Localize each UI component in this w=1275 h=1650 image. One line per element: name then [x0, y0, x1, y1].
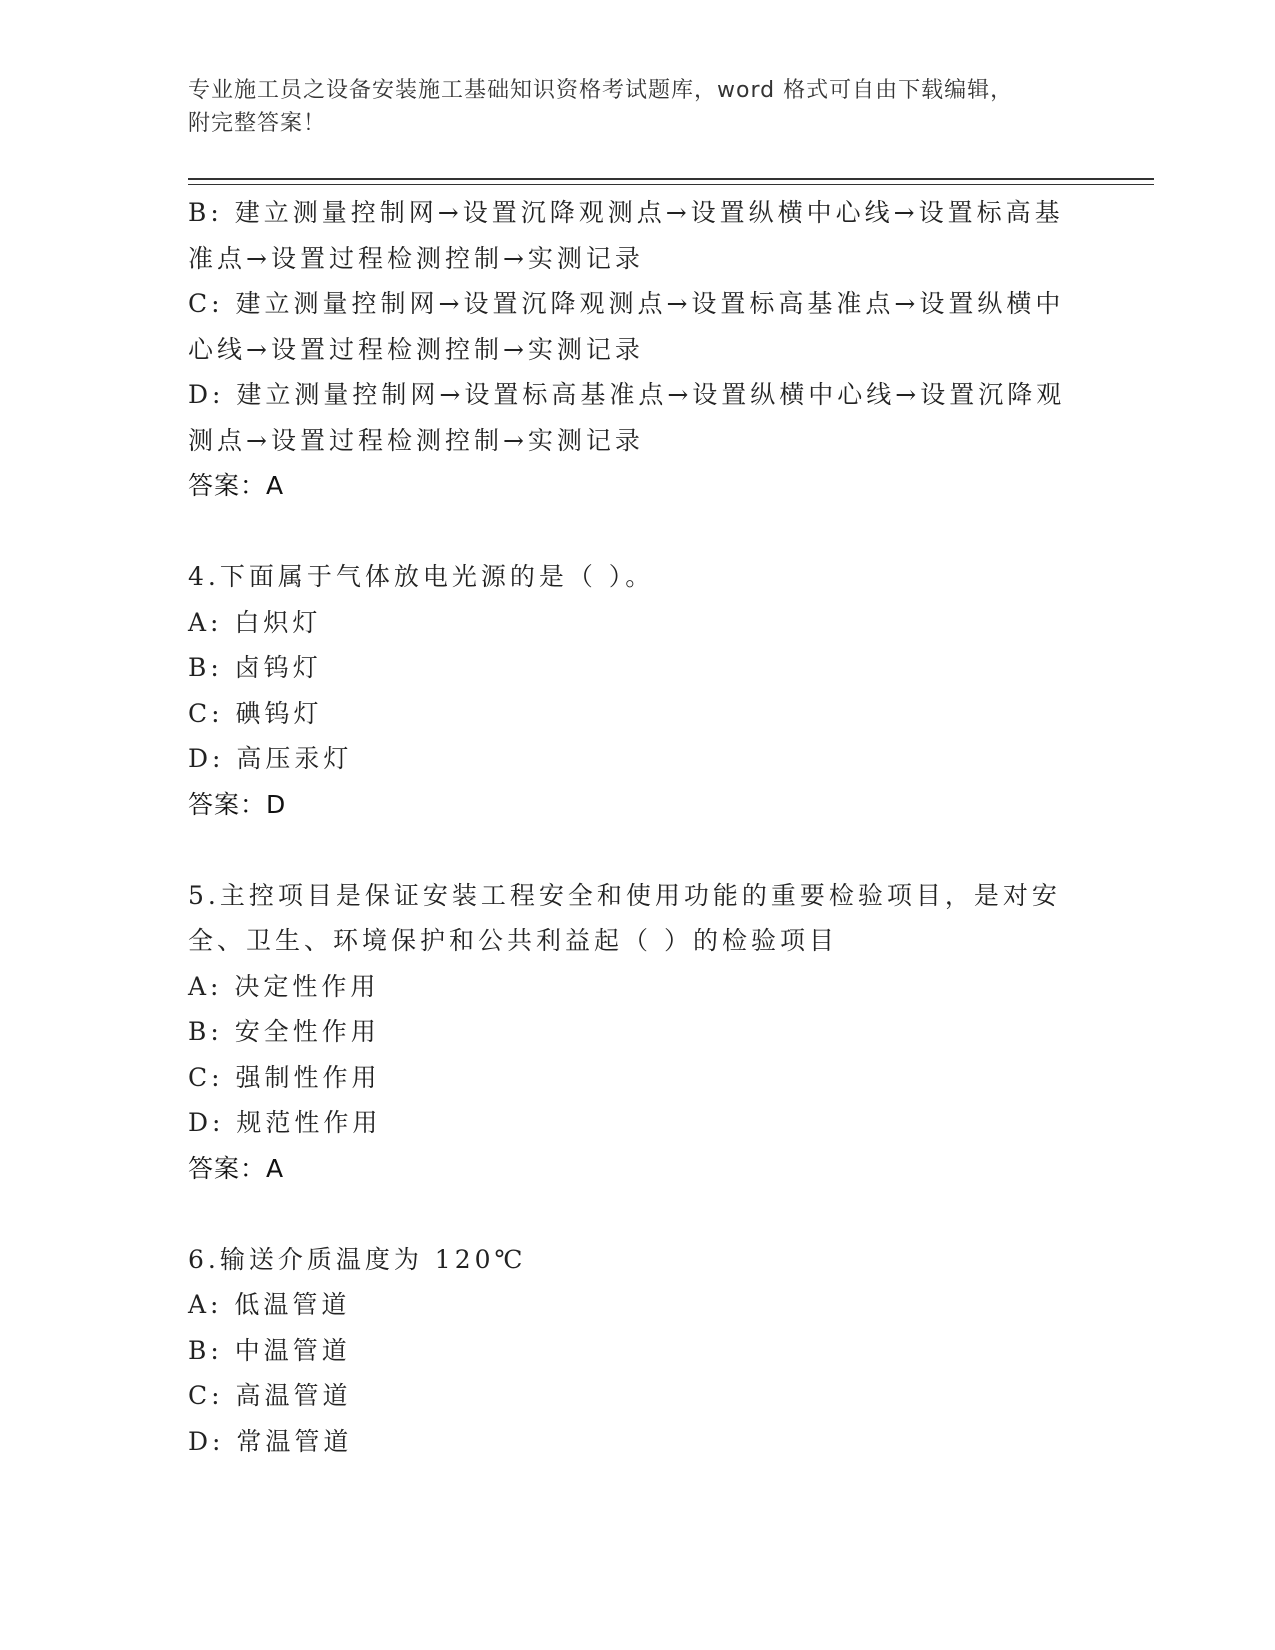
q3-option-b-line-1: B: 建立测量控制网→设置沉降观测点→设置纵横中心线→设置标高基 — [188, 198, 1064, 227]
q4-option-b: B: 卤钨灯 — [188, 653, 322, 682]
q6-option-d: D: 常温管道 — [188, 1426, 353, 1456]
q6-question: 6.输送介质温度为 120℃ — [188, 1244, 527, 1274]
document-header — [188, 74, 1068, 140]
q6-option-c: C: 高温管道 — [188, 1381, 352, 1410]
question-6 — [188, 1237, 1088, 1465]
q3-option-c-line-1: C: 建立测量控制网→设置沉降观测点→设置标高基准点→设置纵横中 — [188, 289, 1065, 318]
q5-option-c: C: 强制性作用 — [188, 1062, 381, 1092]
q3-option-b-line-2: 准点→设置过程检测控制→实测记录 — [188, 243, 644, 273]
q5-answer: 答案：A — [188, 1153, 285, 1183]
header-divider-thin — [188, 184, 1154, 185]
spacer — [188, 509, 1088, 555]
question-3 — [188, 190, 1088, 509]
q5-option-a: A: 决定性作用 — [188, 971, 380, 1001]
question-list — [188, 190, 1088, 1464]
q3-option-d-line-1: D: 建立测量控制网→设置标高基准点→设置纵横中心线→设置沉降观 — [188, 380, 1066, 409]
q3-option-d-line-2: 测点→设置过程检测控制→实测记录 — [188, 425, 644, 455]
question-5 — [188, 873, 1088, 1192]
q4-option-d: D: 高压汞灯 — [188, 744, 353, 773]
q4-option-a: A: 白炽灯 — [188, 607, 322, 637]
spacer — [188, 1191, 1088, 1237]
q4-option-c: C: 碘钨灯 — [188, 698, 323, 728]
header-line-1: 专业施工员之设备安装施工基础知识资格考试题库，word 格式可自由下载编辑， — [188, 78, 1014, 103]
q6-option-a: A: 低温管道 — [188, 1290, 351, 1319]
header-line-2: 附完整答案！ — [188, 111, 327, 136]
q3-answer: 答案：A — [188, 471, 285, 500]
header-divider-thick — [188, 178, 1154, 180]
q5-question-line-2: 全、卫生、环境保护和公共利益起（ ）的检验项目 — [188, 926, 838, 955]
q3-option-c-line-2: 心线→设置过程检测控制→实测记录 — [188, 334, 644, 364]
spacer — [188, 827, 1088, 873]
q4-question: 4.下面属于气体放电光源的是（ ）。 — [188, 562, 655, 591]
q5-question-line-1: 5.主控项目是保证安装工程安全和使用功能的重要检验项目，是对安 — [188, 880, 1061, 910]
q6-option-b: B: 中温管道 — [188, 1335, 351, 1365]
q4-answer: 答案：D — [188, 789, 287, 819]
question-4 — [188, 554, 1088, 827]
q5-option-d: D: 规范性作用 — [188, 1108, 382, 1137]
q5-option-b: B: 安全性作用 — [188, 1017, 380, 1046]
